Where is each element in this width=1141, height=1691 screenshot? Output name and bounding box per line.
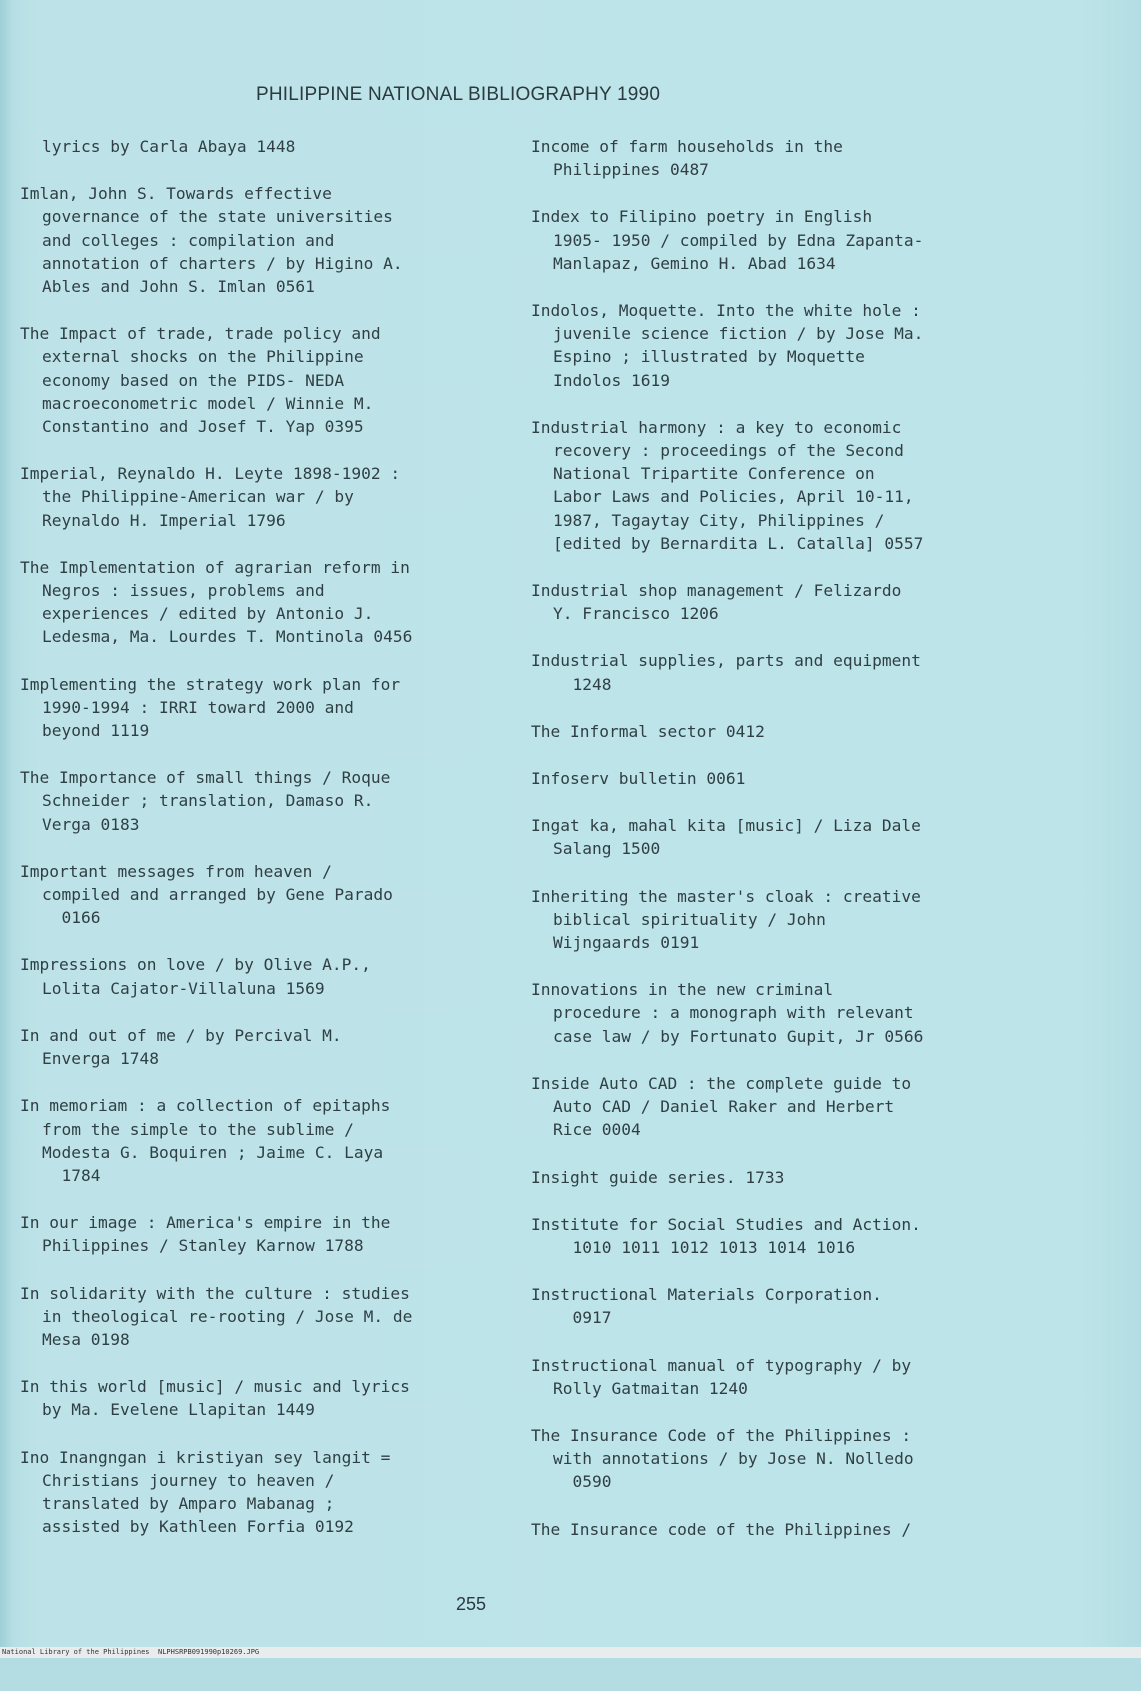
entry-line: 1905- 1950 / compiled by Edna Zapanta- — [553, 230, 924, 250]
bibliography-entry — [531, 1283, 923, 1329]
entry-line: Wijngaards 0191 — [553, 933, 700, 953]
footer-filename: NLPHSRPB091990p10269.JPG — [158, 1648, 260, 1656]
entry-line: Instructional Materials Corporation. — [531, 1285, 882, 1305]
entry-line: In memoriam : a collection of epitaphs — [20, 1096, 391, 1116]
entry-line: In and out of me / by Percival M. — [20, 1025, 342, 1045]
entry-line: Enverga 1748 — [42, 1049, 159, 1069]
scan-footer — [0, 1647, 1141, 1658]
bibliography-entry — [20, 1024, 412, 1070]
entry-line: governance of the state universities — [42, 207, 393, 227]
entry-line: Indolos 1619 — [553, 370, 670, 390]
entry-line: The Importance of small things / Roque — [20, 768, 391, 788]
entry-line: Ables and John S. Imlan 0561 — [42, 277, 315, 297]
entry-line: 0166 — [42, 908, 101, 928]
entry-line: Reynaldo H. Imperial 1796 — [42, 510, 286, 530]
entry-line: Imlan, John S. Towards effective — [20, 184, 332, 204]
entry-line: 0590 — [553, 1472, 612, 1492]
entry-line: Ino Inangngan i kristiyan sey langit = — [20, 1447, 391, 1467]
entry-line: macroeconometric model / Winnie M. — [42, 393, 374, 413]
bibliography-entry — [20, 1446, 412, 1539]
entry-line: Insight guide series. 1733 — [531, 1167, 785, 1187]
entry-line: Inheriting the master's cloak : creative — [531, 886, 921, 906]
entry-line: Industrial shop management / Felizardo — [531, 581, 902, 601]
entry-line: Constantino and Josef T. Yap 0395 — [42, 417, 364, 437]
entry-line: Industrial harmony : a key to economic — [531, 417, 902, 437]
entry-line: Imperial, Reynaldo H. Leyte 1898-1902 : — [20, 464, 401, 484]
bibliography-entry — [531, 1354, 923, 1400]
entry-line: 0917 — [553, 1308, 612, 1328]
entry-line: Implementing the strategy work plan for — [20, 674, 401, 694]
bibliography-entry — [531, 1213, 923, 1259]
page-number: 255 — [456, 1594, 487, 1614]
entry-line: In solidarity with the culture : studies — [20, 1283, 410, 1303]
bibliography-entry — [20, 322, 412, 438]
entry-line: beyond 1119 — [42, 721, 150, 741]
entry-line: National Tripartite Conference on — [553, 464, 875, 484]
bibliography-entry — [20, 1375, 412, 1421]
left-column — [20, 135, 412, 1562]
entry-line: Institute for Social Studies and Action. — [531, 1214, 921, 1234]
entry-line: Espino ; illustrated by Moquette — [553, 347, 865, 367]
entry-line: from the simple to the sublime / — [42, 1119, 354, 1139]
bibliography-entry — [531, 416, 923, 555]
bibliography-entry — [20, 1211, 412, 1257]
entry-line: Philippines / Stanley Karnow 1788 — [42, 1236, 364, 1256]
entry-line: Verga 0183 — [42, 814, 140, 834]
entry-line: recovery : proceedings of the Second — [553, 441, 904, 461]
entry-line: translated by Amparo Mabanag ; — [42, 1493, 335, 1513]
entry-line: procedure : a monograph with relevant — [553, 1003, 914, 1023]
entry-line: experiences / edited by Antonio J. — [42, 604, 374, 624]
bibliography-entry — [20, 462, 412, 532]
entry-line: in theological re-rooting / Jose M. de — [42, 1306, 413, 1326]
entry-line: and colleges : compilation and — [42, 230, 335, 250]
entry-line: Impressions on love / by Olive A.P., — [20, 955, 371, 975]
entry-line: Ledesma, Ma. Lourdes T. Montinola 0456 — [42, 627, 413, 647]
bibliography-entry — [531, 299, 923, 392]
bibliography-entry — [531, 1424, 923, 1494]
entry-line: The Insurance Code of the Philippines : — [531, 1425, 912, 1445]
bibliography-entry — [531, 885, 923, 955]
entry-line: 1784 — [42, 1165, 101, 1185]
entry-line: 1248 — [553, 674, 612, 694]
entry-line: external shocks on the Philippine — [42, 347, 364, 367]
entry-line: Infoserv bulletin 0061 — [531, 769, 746, 789]
bibliography-entry — [20, 556, 412, 649]
bibliography-entry — [531, 205, 923, 275]
entry-line: the Philippine-American war / by — [42, 487, 354, 507]
bibliography-entry — [20, 182, 412, 298]
entry-line: Mesa 0198 — [42, 1329, 130, 1349]
entry-line: Inside Auto CAD : the complete guide to — [531, 1073, 912, 1093]
bibliography-entry — [531, 720, 923, 743]
entry-line: 1990-1994 : IRRI toward 2000 and — [42, 697, 354, 717]
entry-line: economy based on the PIDS- NEDA — [42, 370, 345, 390]
bibliography-entry — [20, 953, 412, 999]
entry-line: juvenile science fiction / by Jose Ma. — [553, 324, 924, 344]
entry-line: The Implementation of agrarian reform in — [20, 557, 410, 577]
entry-line: Rolly Gatmaitan 1240 — [553, 1378, 748, 1398]
bibliography-entry — [531, 814, 923, 860]
entry-line: assisted by Kathleen Forfia 0192 — [42, 1517, 354, 1537]
entry-line: Lolita Cajator-Villaluna 1569 — [42, 978, 325, 998]
bibliography-entry — [531, 135, 923, 181]
entry-line: Schneider ; translation, Damaso R. — [42, 791, 374, 811]
entry-line: case law / by Fortunato Gupit, Jr 0566 — [553, 1026, 924, 1046]
entry-line: Industrial supplies, parts and equipment — [531, 651, 921, 671]
entry-line: Important messages from heaven / — [20, 861, 332, 881]
entry-line: Rice 0004 — [553, 1120, 641, 1140]
entry-line: Christians journey to heaven / — [42, 1470, 335, 1490]
bibliography-entry — [531, 767, 923, 790]
bibliography-entry — [531, 1166, 923, 1189]
entry-line: Philippines 0487 — [553, 160, 709, 180]
entry-line: annotation of charters / by Higino A. — [42, 253, 403, 273]
entry-line: In this world [music] / music and lyrics — [20, 1377, 410, 1397]
entry-line: Labor Laws and Policies, April 10-11, — [553, 487, 914, 507]
entry-line: Negros : issues, problems and — [42, 581, 325, 601]
entry-line: with annotations / by Jose N. Nolledo — [553, 1449, 914, 1469]
entry-line: Y. Francisco 1206 — [553, 604, 719, 624]
entry-line: Income of farm households in the — [531, 137, 843, 156]
bibliography-entry — [20, 1282, 412, 1352]
right-column — [531, 135, 923, 1565]
entry-line: Innovations in the new criminal — [531, 980, 834, 1000]
bibliography-entry — [531, 579, 923, 625]
page-header: PHILIPPINE NATIONAL BIBLIOGRAPHY 1990 — [256, 84, 661, 105]
entry-line: Salang 1500 — [553, 839, 661, 859]
entry-line: The Impact of trade, trade policy and — [20, 324, 381, 344]
entry-line: Indolos, Moquette. Into the white hole : — [531, 301, 921, 321]
bibliography-entry — [20, 766, 412, 836]
bibliography-entry — [20, 673, 412, 743]
entry-line: Manlapaz, Gemino H. Abad 1634 — [553, 253, 836, 273]
entry-line: Instructional manual of typography / by — [531, 1355, 912, 1375]
bibliography-entry — [20, 135, 412, 158]
entry-line: by Ma. Evelene Llapitan 1449 — [42, 1400, 315, 1420]
entry-line: Index to Filipino poetry in English — [531, 207, 873, 227]
bibliography-entry — [531, 978, 923, 1048]
entry-line: biblical spirituality / John — [553, 909, 826, 929]
entry-line: [edited by Bernardita L. Catalla] 0557 — [553, 533, 924, 553]
entry-line: Auto CAD / Daniel Raker and Herbert — [553, 1097, 895, 1117]
entry-line: compiled and arranged by Gene Parado — [42, 885, 393, 905]
entry-line: lyrics by Carla Abaya 1448 — [42, 137, 296, 156]
bibliography-entry — [531, 1072, 923, 1142]
bibliography-entry — [531, 1518, 923, 1541]
entry-line: Modesta G. Boquiren ; Jaime C. Laya — [42, 1142, 384, 1162]
bibliography-entry — [20, 1094, 412, 1187]
bibliography-entry — [531, 649, 923, 695]
entry-line: Ingat ka, mahal kita [music] / Liza Dale — [531, 816, 921, 836]
entry-line: 1010 1011 1012 1013 1014 1016 — [553, 1237, 856, 1257]
entry-line: 1987, Tagaytay City, Philippines / — [553, 510, 885, 530]
entry-line: In our image : America's empire in the — [20, 1213, 391, 1233]
footer-library: National Library of the Philippines — [2, 1648, 150, 1656]
bibliography-entry — [20, 860, 412, 930]
entry-line: The Informal sector 0412 — [531, 721, 765, 741]
entry-line: The Insurance code of the Philippines / — [531, 1519, 912, 1539]
